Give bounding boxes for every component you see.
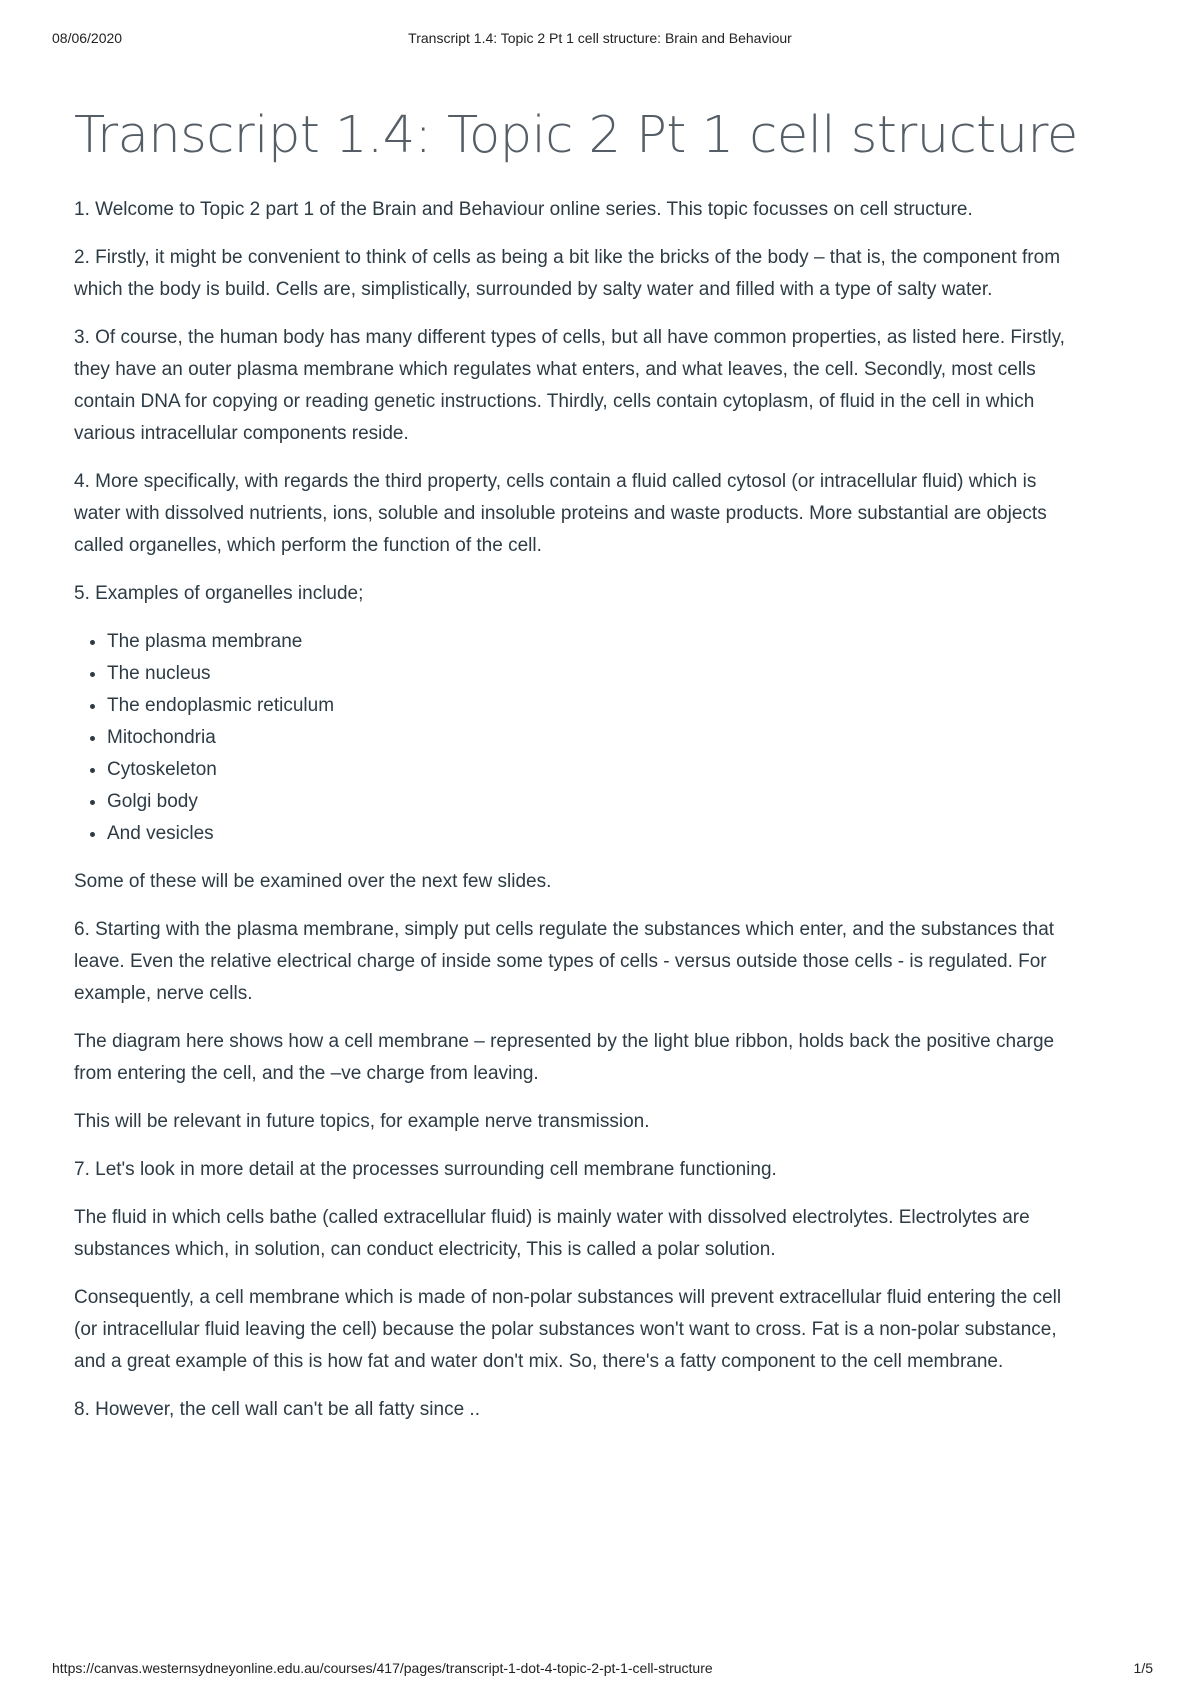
page-url: https://canvas.westernsydneyonline.edu.au/courses/417/pages/transcript-1-dot-4-topic-2-pt-1-cell-structure [52,1660,713,1676]
page-title: Transcript 1.4: Topic 2 Pt 1 cell structure [74,106,1078,165]
paragraph-extracellular: The fluid in which cells bathe (called extracellular fluid) is mainly water with dissolved electrolytes. Electrolytes are substances which, in solution, can conduct electricity, This is called a polar solution. [74,1207,1030,1260]
page-content [74,100,1084,1442]
list-item: • Golgi body [107,786,1084,818]
paragraph-examined: Some of these will be examined over the next few slides. [74,871,552,892]
paragraph-5: 5. Examples of organelles include; [74,583,364,604]
paragraph-6: 6. Starting with the plasma membrane, simply put cells regulate the substances which enter, and the substances that leave. Even the relative electrical charge of inside some types of cells - versus outside those cells - is regulated. For example, nerve cells. [74,919,1055,1004]
organelle-list [74,626,1084,850]
paragraph-3: 3. Of course, the human body has many different types of cells, but all have common properties, as listed here. Firstly, they have an outer plasma membrane which regulates what enters, and what leaves, the cell. Secondly, most cells contain DNA for copying or reading genetic instructions. Thirdly, cells contain cytoplasm, of fluid in the cell in which various intracellular components reside. [74,327,1065,444]
paragraph-1: 1. Welcome to Topic 2 part 1 of the Brain and Behaviour online series. This topic focusses on cell structure. [74,199,973,220]
paragraph-2: 2. Firstly, it might be convenient to think of cells as being a bit like the bricks of the body – that is, the component from which the body is build. Cells are, simplistically, surrounded by salty water and filled with a type of salty water. [74,247,1061,300]
print-date: 08/06/2020 [52,30,123,46]
print-header [0,30,1200,52]
list-item: • And vesicles [107,818,1084,850]
paragraph-nonpolar: Consequently, a cell membrane which is made of non-polar substances will prevent extracellular fluid entering the cell (or intracellular fluid leaving the cell) because the polar substances won't want to cross. Fat is a non-polar substance, and a great example of this is how fat and water don't mix. So, there's a fatty component to the cell membrane. [74,1287,1062,1372]
list-item: • The plasma membrane [107,626,1084,658]
list-item: • Cytoskeleton [107,754,1084,786]
list-item: • The endoplasmic reticulum [107,690,1084,722]
list-item: • Mitochondria [107,722,1084,754]
page-number: 1/5 [1133,1660,1153,1676]
paragraph-4: 4. More specifically, with regards the third property, cells contain a fluid called cytosol (or intracellular fluid) which is water with dissolved nutrients, ions, soluble and insoluble proteins and waste products. More substantial are objects called organelles, which perform the function of the cell. [74,471,1047,556]
print-footer [0,1660,1200,1682]
paragraph-diagram: The diagram here shows how a cell membrane – represented by the light blue ribbon, holds back the positive charge from entering the cell, and the –ve charge from leaving. [74,1031,1055,1084]
print-document-title: Transcript 1.4: Topic 2 Pt 1 cell structure: Brain and Behaviour [408,30,792,46]
paragraph-7: 7. Let's look in more detail at the processes surrounding cell membrane functioning. [74,1159,777,1180]
list-item: • The nucleus [107,658,1084,690]
paragraph-8: 8. However, the cell wall can't be all fatty since .. [74,1399,480,1420]
paragraph-relevance: This will be relevant in future topics, for example nerve transmission. [74,1111,650,1132]
